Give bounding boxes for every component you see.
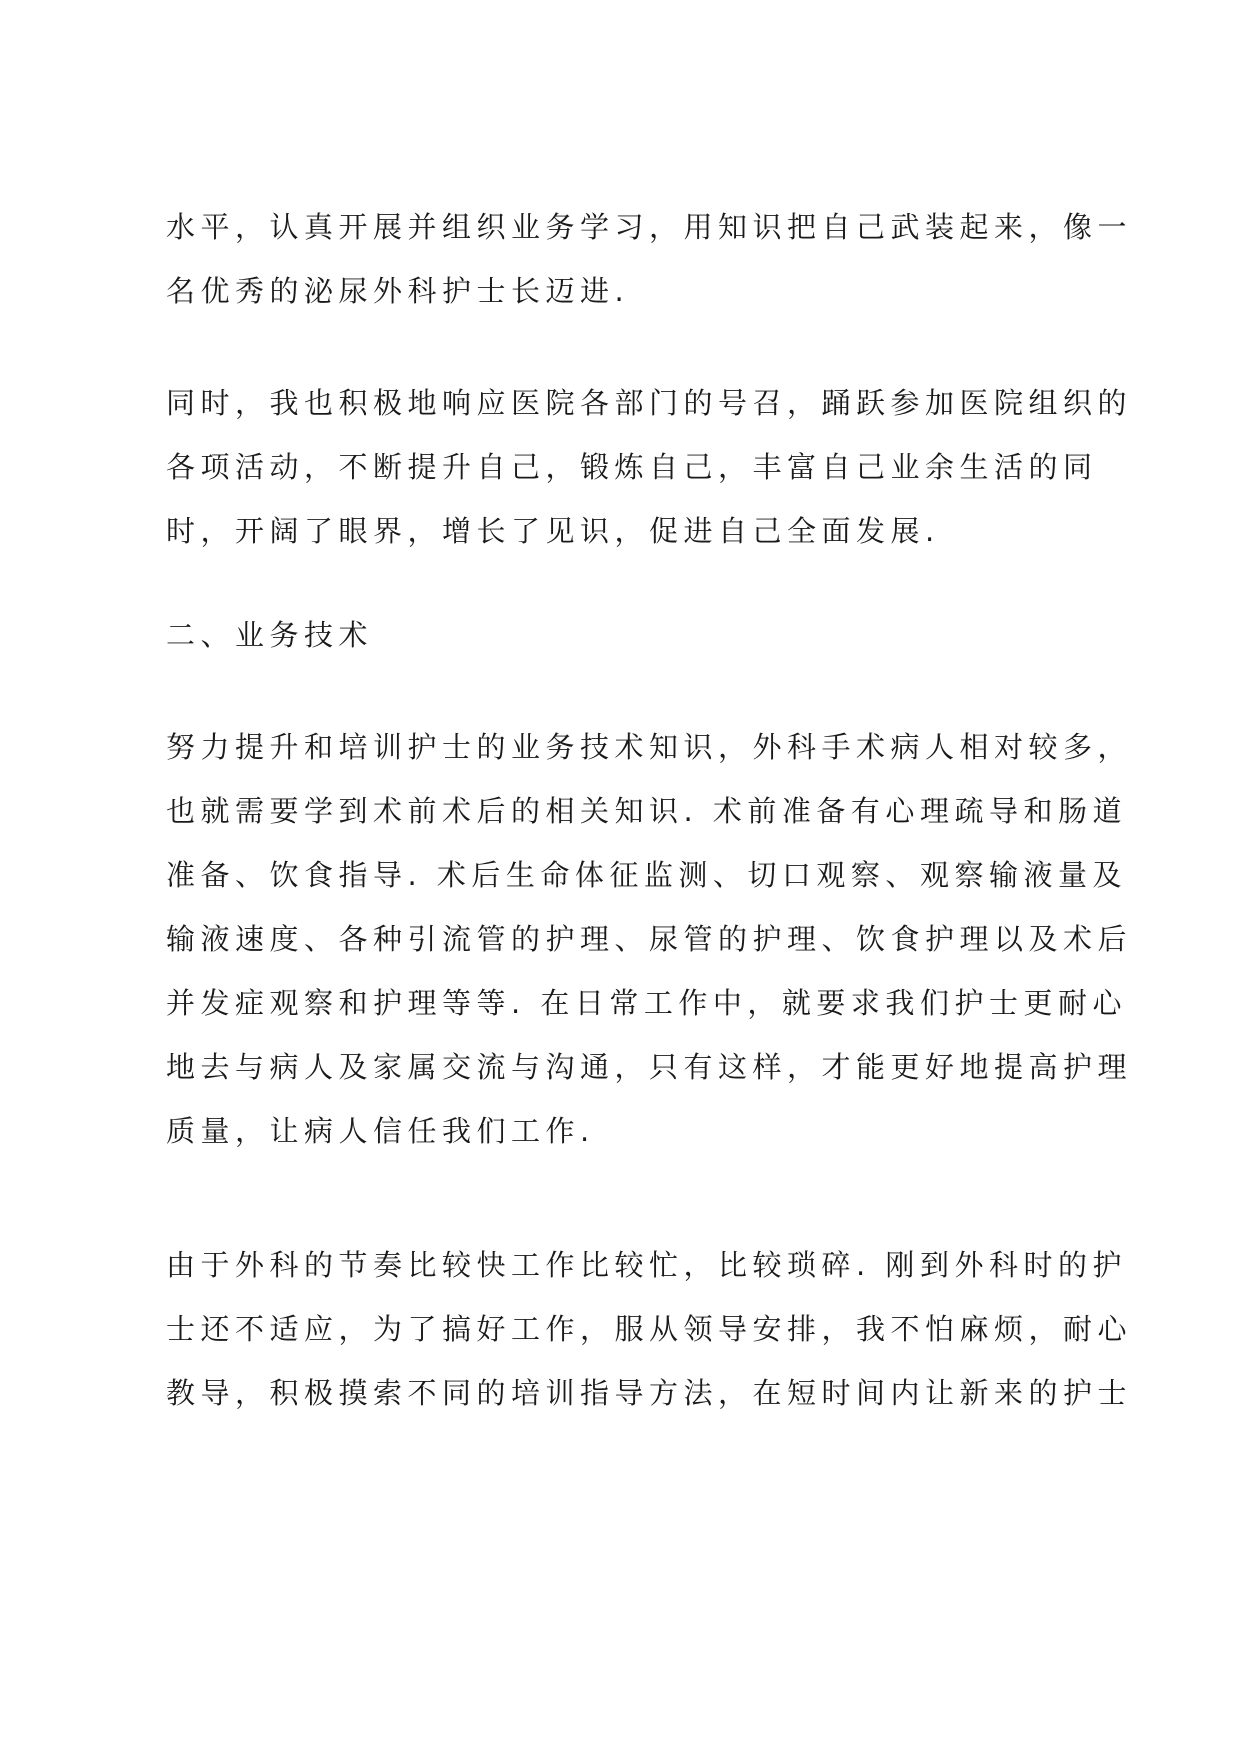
text-line: 并发症观察和护理等等. 在日常工作中，就要求我们护士更耐心 (166, 986, 1127, 1020)
text-line: 时，开阔了眼界，增长了见识，促进自己全面发展. (166, 514, 940, 548)
paragraph-4 (166, 1233, 1133, 1425)
text-line: 名优秀的泌尿外科护士长迈进. (166, 274, 630, 308)
text-line: 输液速度、各种引流管的护理、尿管的护理、饮食护理以及术后 (166, 922, 1133, 956)
text-line: 同时，我也积极地响应医院各部门的号召，踊跃参加医院组织的 (166, 386, 1133, 420)
paragraph-3 (166, 715, 1133, 1163)
text-line: 地去与病人及家属交流与沟通，只有这样，才能更好地提高护理 (166, 1050, 1133, 1084)
text-line: 教导，积极摸索不同的培训指导方法，在短时间内让新来的护士 (166, 1376, 1133, 1410)
paragraph-2 (166, 371, 1133, 563)
text-line: 准备、饮食指导. 术后生命体征监测、切口观察、观察输液量及 (166, 858, 1127, 892)
text-line: 努力提升和培训护士的业务技术知识，外科手术病人相对较多， (166, 730, 1133, 764)
paragraph-1 (166, 195, 1133, 323)
text-line: 士还不适应，为了搞好工作，服从领导安排，我不怕麻烦，耐心 (166, 1312, 1133, 1346)
text-line: 质量，让病人信任我们工作. (166, 1114, 595, 1148)
section-heading (166, 603, 1096, 667)
text-line: 水平，认真开展并组织业务学习，用知识把自己武装起来，像一 (166, 210, 1133, 244)
section-heading-text: 二、业务技术 (166, 618, 374, 652)
text-line: 由于外科的节奏比较快工作比较忙，比较琐碎. 刚到外科时的护 (166, 1248, 1127, 1282)
text-line: 也就需要学到术前术后的相关知识. 术前准备有心理疏导和肠道 (166, 794, 1127, 828)
text-line: 各项活动，不断提升自己，锻炼自己，丰富自己业余生活的同 (166, 450, 1098, 484)
